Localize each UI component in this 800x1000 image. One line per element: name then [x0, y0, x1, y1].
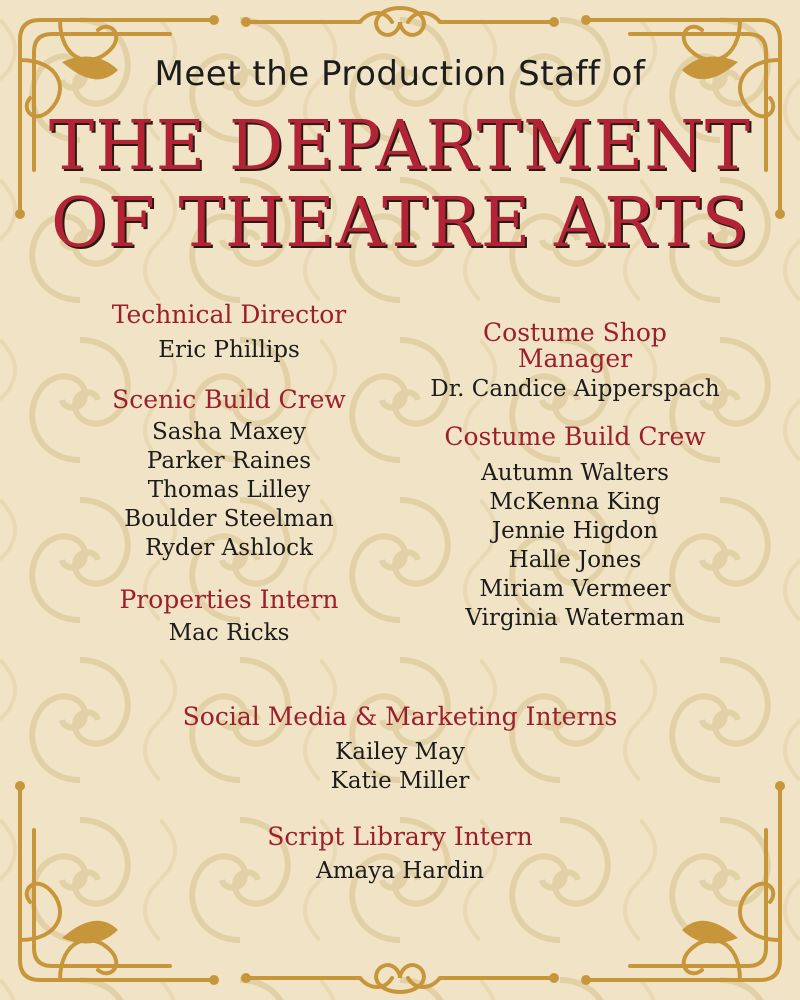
staff-name: Jennie Higdon: [491, 518, 659, 544]
role-technical-director: Technical Director: [111, 300, 347, 329]
staff-name: Katie Miller: [330, 768, 470, 794]
role-social-media-marketing-interns: Social Media & Marketing Interns: [182, 702, 618, 731]
staff-name: Kailey May: [335, 739, 465, 765]
staff-name: McKenna King: [489, 489, 661, 515]
staff-name: Miriam Vermeer: [479, 576, 671, 602]
staff-name: Eric Phillips: [158, 337, 300, 363]
staff-name: Amaya Hardin: [316, 858, 484, 884]
staff-name: Sasha Maxey: [152, 419, 306, 445]
staff-name: Virginia Waterman: [465, 605, 685, 631]
staff-name: Thomas Lilley: [147, 477, 311, 503]
staff-name: Halle Jones: [508, 547, 642, 573]
staff-name: Ryder Ashlock: [145, 535, 313, 561]
staff-name: Parker Raines: [146, 448, 312, 474]
role-script-library-intern: Script Library Intern: [267, 822, 533, 851]
staff-name: Autumn Walters: [481, 460, 669, 486]
staff-name: Boulder Steelman: [124, 506, 334, 532]
role-properties-intern: Properties Intern: [119, 585, 339, 614]
role-costume-build-crew: Costume Build Crew: [444, 422, 706, 451]
title-line-1: THE DEPARTMENT: [48, 107, 752, 186]
role-costume-shop-manager-line-1: Costume Shop: [483, 318, 667, 347]
staff-name: Mac Ricks: [168, 620, 290, 646]
staff-name: Dr. Candice Aipperspach: [430, 376, 720, 402]
role-scenic-build-crew: Scenic Build Crew: [112, 385, 346, 414]
intro-heading: Meet the Production Staff of: [154, 54, 646, 94]
role-costume-shop-manager-line-2: Manager: [517, 344, 633, 373]
title-line-2: OF THEATRE ARTS: [50, 184, 750, 263]
